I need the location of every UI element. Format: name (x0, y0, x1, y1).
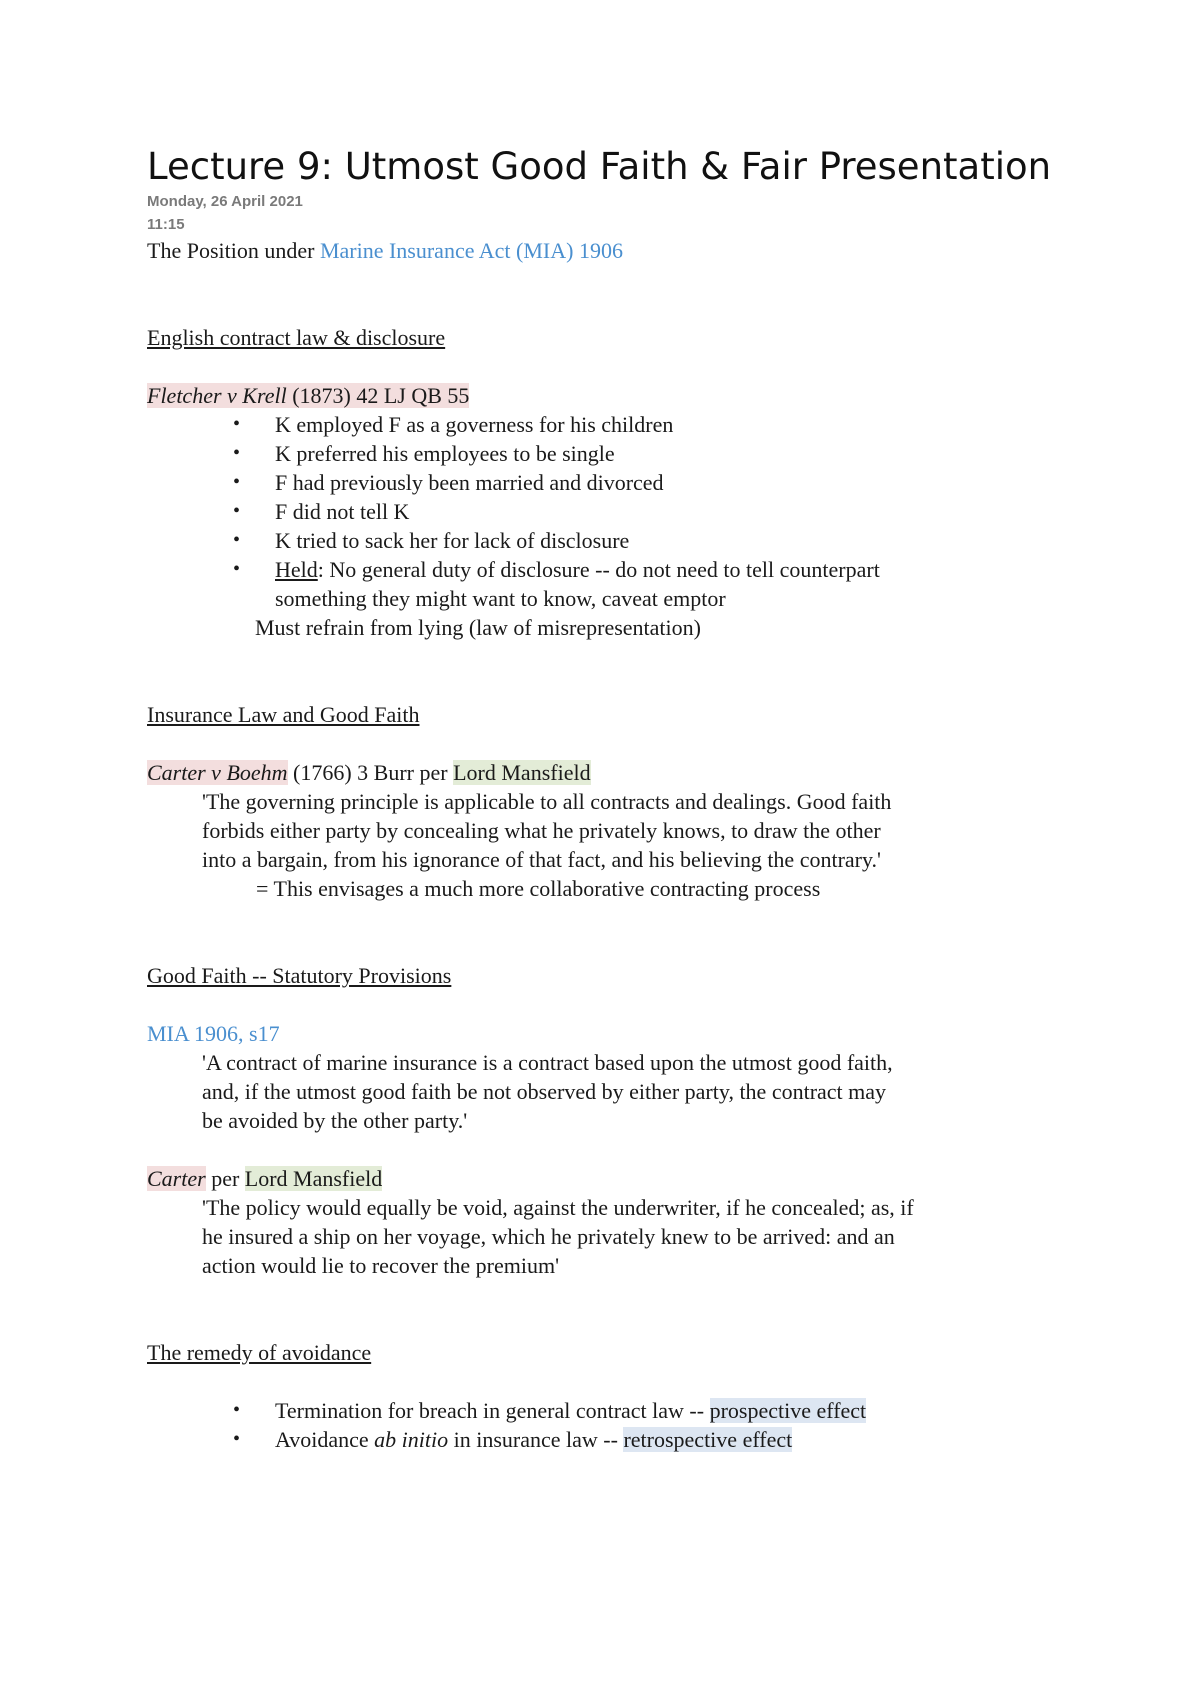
quote-line: action would lie to recover the premium' (202, 1253, 560, 1278)
bullet-icon: • (233, 413, 241, 435)
collaborative-comment: = This envisages a much more collaborative contracting process (256, 876, 821, 901)
list-item: • Avoidance ab initio in insurance law -- retrospective effect (233, 1427, 793, 1452)
section-heading-statutory: Good Faith -- Statutory Provisions (147, 963, 452, 988)
held-label: Held (275, 557, 318, 582)
bullet-icon: • (233, 1428, 241, 1450)
case-name-carter: Carter v Boehm (147, 760, 288, 785)
latin-term: ab initio (374, 1427, 449, 1452)
case-carter-2 (147, 1164, 1107, 1193)
section-heading-contract-law: English contract law & disclosure (147, 325, 446, 350)
quote-line: and, if the utmost good faith be not observed by either party, the contract may (202, 1079, 887, 1104)
note-date: Monday, 26 April 2021 (147, 193, 303, 210)
quote-line: 'The governing principle is applicable to all contracts and dealings. Good faith (202, 789, 892, 814)
note-page (147, 143, 1107, 1454)
judge-name: Lord Mansfield (244, 1166, 383, 1191)
case-carter (147, 758, 1107, 787)
statute-link-s17[interactable]: MIA 1906, s17 (147, 1021, 280, 1046)
held-text: : No general duty of disclosure -- do not need to tell counterpart (317, 557, 880, 582)
list-item: • K tried to sack her for lack of disclosure (233, 528, 630, 553)
fletcher-facts-list (147, 410, 1107, 613)
list-item: • Termination for breach in general contract law -- prospective effect (233, 1398, 867, 1423)
bullet-icon: • (233, 558, 241, 580)
list-item: • K preferred his employees to be single (233, 441, 615, 466)
quote-line: forbids either party by concealing what he privately knows, to draw the other (202, 818, 881, 843)
case-fletcher (147, 381, 1107, 410)
case-name-carter-short: Carter (147, 1166, 206, 1191)
list-item: • K employed F as a governess for his children (233, 412, 674, 437)
per-text: per (205, 1166, 245, 1191)
bullet-icon: • (233, 500, 241, 522)
retrospective-highlight: retrospective effect (623, 1427, 793, 1452)
list-item-held (147, 555, 1107, 613)
case-cite-carter: (1766) 3 Burr per (287, 760, 454, 785)
quote-line: into a bargain, from his ignorance of that fact, and his believing the contrary.' (202, 847, 882, 872)
quote-line: 'The policy would equally be void, against the underwriter, if he concealed; as, if (202, 1195, 914, 1220)
page-title: Lecture 9: Utmost Good Faith & Fair Presentation (147, 145, 1052, 188)
position-prefix: The Position under (147, 238, 320, 263)
bullet-icon: • (233, 442, 241, 464)
note-time: 11:15 (147, 216, 185, 233)
list-item: • F did not tell K (233, 499, 410, 524)
quote-line: be avoided by the other party.' (202, 1108, 468, 1133)
list-item: • F had previously been married and divorced (233, 470, 664, 495)
carter-quote (147, 787, 1107, 874)
statute-quote (147, 1048, 1107, 1135)
carter-policy-quote (147, 1193, 1107, 1280)
bullet-icon: • (233, 529, 241, 551)
mia-link[interactable]: Marine Insurance Act (MIA) 1906 (319, 238, 623, 263)
avoidance-list (147, 1396, 1107, 1454)
section-heading-avoidance: The remedy of avoidance (147, 1340, 372, 1365)
section-heading-insurance-law: Insurance Law and Good Faith (147, 702, 420, 727)
case-cite-fletcher: (1873) 42 LJ QB 55 (286, 383, 470, 408)
misrepresentation-note: Must refrain from lying (law of misrepresentation) (255, 615, 701, 640)
quote-line: he insured a ship on her voyage, which he privately knew to be arrived: and an (202, 1224, 895, 1249)
bullet-icon: • (233, 471, 241, 493)
bullet-icon: • (233, 1399, 241, 1421)
held-text-cont: something they might want to know, caveat emptor (275, 586, 726, 611)
prospective-highlight: prospective effect (709, 1398, 867, 1423)
position-line (147, 236, 1107, 265)
quote-line: 'A contract of marine insurance is a contract based upon the utmost good faith, (202, 1050, 893, 1075)
case-name-fletcher: Fletcher v Krell (147, 383, 287, 408)
judge-name: Lord Mansfield (453, 760, 591, 785)
